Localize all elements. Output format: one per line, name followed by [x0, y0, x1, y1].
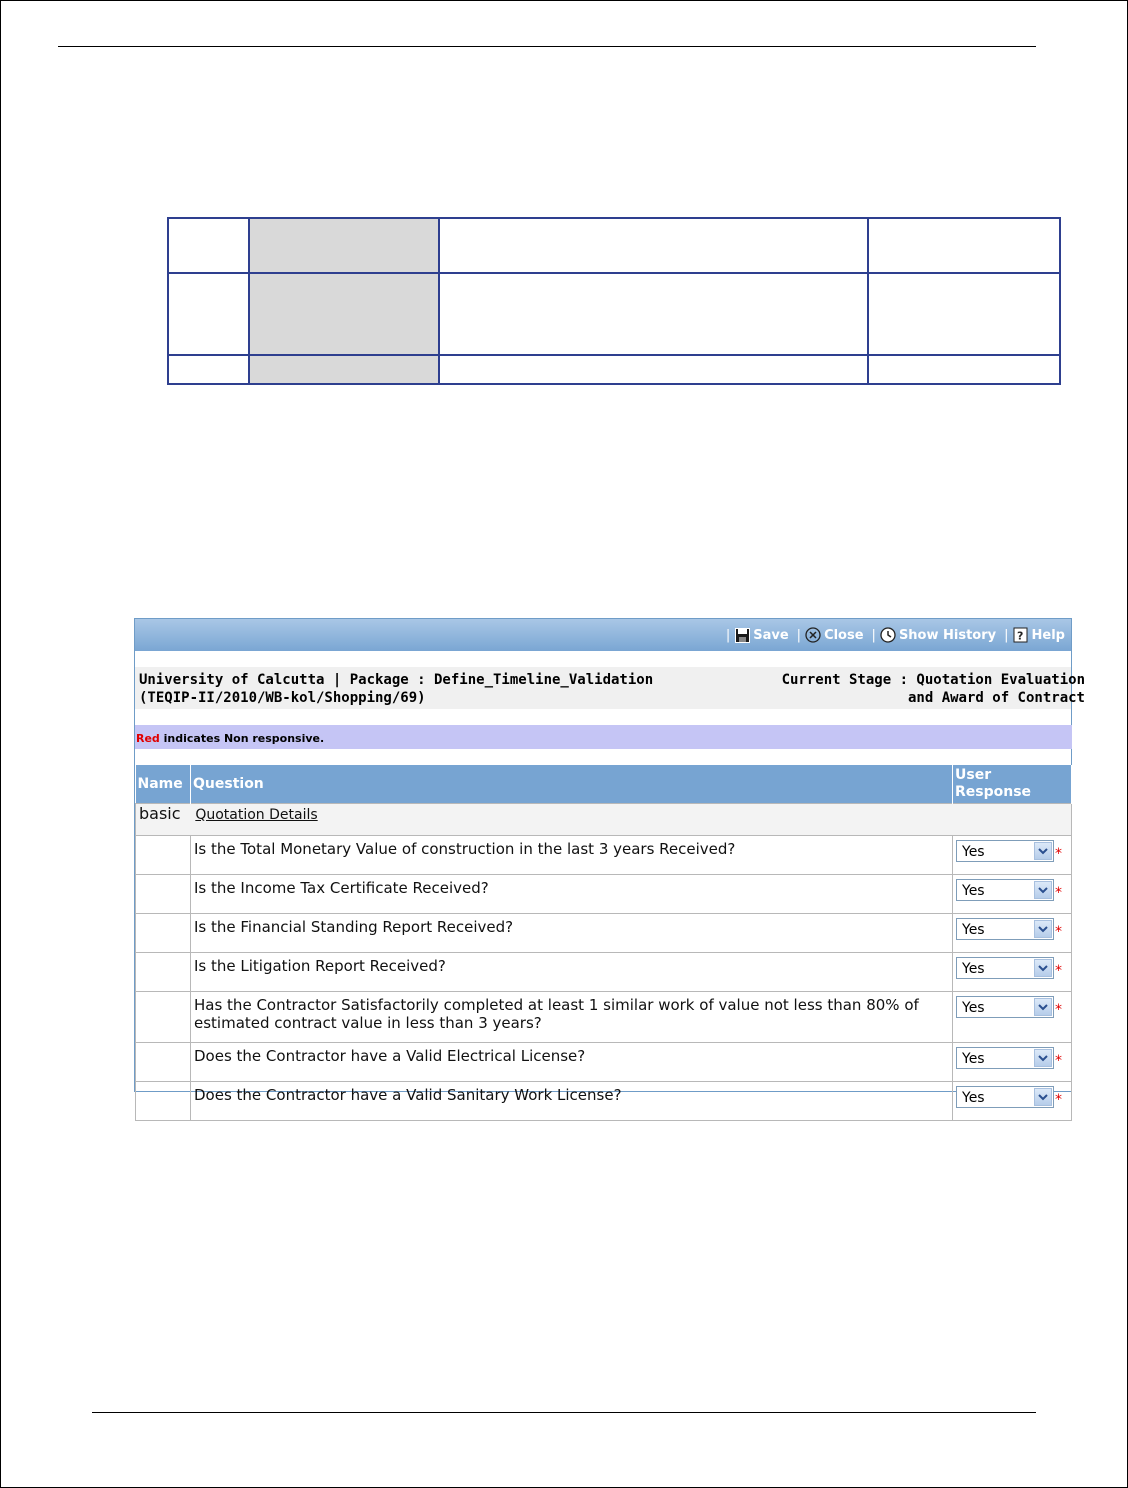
response-value: Yes — [962, 1000, 985, 1016]
required-asterisk: * — [1055, 1053, 1062, 1069]
doc-cell — [439, 355, 868, 384]
chevron-down-icon — [1034, 1049, 1052, 1067]
question-name-cell — [136, 953, 191, 992]
required-asterisk: * — [1055, 1092, 1062, 1108]
response-value: Yes — [962, 922, 985, 938]
required-asterisk: * — [1055, 885, 1062, 901]
chevron-down-icon — [1034, 920, 1052, 938]
show-history-button[interactable] — [880, 627, 996, 643]
package-header — [135, 667, 1085, 709]
response-select[interactable] — [956, 840, 1054, 862]
section-name: basic — [139, 804, 181, 823]
response-cell — [953, 1043, 1072, 1082]
save-icon — [734, 627, 750, 643]
header-rule — [58, 46, 1036, 47]
doc-cell — [168, 273, 249, 355]
question-text: Does the Contractor have a Valid Sanitary Work License? — [191, 1082, 953, 1121]
show-history-label: Show History — [898, 627, 997, 643]
column-header-response-line1: User — [955, 767, 992, 783]
question-row — [136, 1043, 1072, 1082]
help-label: Help — [1031, 627, 1065, 643]
question-row — [136, 992, 1072, 1043]
chevron-down-icon — [1034, 842, 1052, 860]
help-icon — [1013, 627, 1029, 643]
question-text: Is the Income Tax Certificate Received? — [191, 875, 953, 914]
response-value: Yes — [962, 844, 985, 860]
svg-text:?: ? — [1017, 629, 1024, 643]
question-name-cell — [136, 875, 191, 914]
chevron-down-icon — [1034, 998, 1052, 1016]
response-select[interactable] — [956, 957, 1054, 979]
question-row — [136, 875, 1072, 914]
question-text: Is the Total Monetary Value of construction in the last 3 years Received? — [191, 836, 953, 875]
chevron-down-icon — [1034, 1088, 1052, 1106]
save-button[interactable] — [734, 627, 788, 643]
question-row — [136, 1082, 1072, 1121]
column-header-name: Name — [136, 765, 191, 804]
doc-cell — [168, 218, 249, 273]
history-icon — [880, 627, 896, 643]
response-cell — [953, 836, 1072, 875]
response-select[interactable] — [956, 918, 1054, 940]
package-code: (TEQIP-II/2010/WB-kol/Shopping/69) — [139, 690, 426, 706]
question-table — [135, 765, 1072, 1121]
doc-cell-shaded — [249, 273, 439, 355]
chevron-down-icon — [1034, 959, 1052, 977]
response-select[interactable] — [956, 996, 1054, 1018]
response-value: Yes — [962, 883, 985, 899]
legend-bar — [135, 725, 1072, 749]
save-label: Save — [753, 627, 789, 643]
toolbar: | Save | Close | Show History | ? Help — [135, 619, 1071, 651]
doc-cell — [868, 273, 1060, 355]
question-name-cell — [136, 914, 191, 953]
column-header-response — [953, 765, 1072, 804]
response-select[interactable] — [956, 1086, 1054, 1108]
required-asterisk: * — [1055, 1002, 1062, 1018]
column-header-question: Question — [191, 765, 953, 804]
current-stage-cont: and Award of Contract — [907, 690, 1085, 706]
question-row — [136, 914, 1072, 953]
question-name-cell — [136, 836, 191, 875]
footer-rule — [92, 1412, 1036, 1413]
doc-cell-shaded — [249, 355, 439, 384]
response-select[interactable] — [956, 879, 1054, 901]
question-name-cell — [136, 1082, 191, 1121]
doc-cell — [439, 218, 868, 273]
question-text: Has the Contractor Satisfactorily completed at least 1 similar work of value not less than 80% of estimated contract value in less than 3 years? — [191, 992, 953, 1043]
doc-cell — [868, 218, 1060, 273]
legend-text: indicates Non responsive. — [163, 732, 325, 745]
question-name-cell — [136, 1043, 191, 1082]
response-value: Yes — [962, 1051, 985, 1067]
response-select[interactable] — [956, 1047, 1054, 1069]
doc-cell-shaded — [249, 218, 439, 273]
response-cell — [953, 914, 1072, 953]
current-stage: Current Stage : Quotation Evaluation — [781, 672, 1085, 688]
response-cell — [953, 875, 1072, 914]
close-label: Close — [824, 627, 864, 643]
response-cell — [953, 953, 1072, 992]
required-asterisk: * — [1055, 963, 1062, 979]
question-name-cell — [136, 992, 191, 1043]
question-text: Is the Litigation Report Received? — [191, 953, 953, 992]
document-table — [167, 217, 1061, 385]
quotation-details-link[interactable]: Quotation Details — [195, 807, 318, 823]
help-button[interactable] — [1013, 627, 1065, 643]
response-value: Yes — [962, 961, 985, 977]
section-row — [136, 804, 1072, 836]
chevron-down-icon — [1034, 881, 1052, 899]
column-header-response-line2: Response — [955, 784, 1032, 800]
package-title: University of Calcutta | Package : Define_Timeline_Validation — [139, 672, 654, 688]
response-cell — [953, 1082, 1072, 1121]
question-row — [136, 836, 1072, 875]
close-button[interactable] — [805, 627, 863, 643]
doc-cell — [439, 273, 868, 355]
required-asterisk: * — [1055, 846, 1062, 862]
legend-red-word: Red — [136, 732, 160, 745]
required-asterisk: * — [1055, 924, 1062, 940]
response-cell — [953, 992, 1072, 1043]
response-value: Yes — [962, 1090, 985, 1106]
question-text: Is the Financial Standing Report Received? — [191, 914, 953, 953]
doc-cell — [868, 355, 1060, 384]
question-text: Does the Contractor have a Valid Electrical License? — [191, 1043, 953, 1082]
question-row — [136, 953, 1072, 992]
close-icon — [805, 627, 821, 643]
doc-cell — [168, 355, 249, 384]
evaluation-screenshot — [134, 618, 1085, 1108]
